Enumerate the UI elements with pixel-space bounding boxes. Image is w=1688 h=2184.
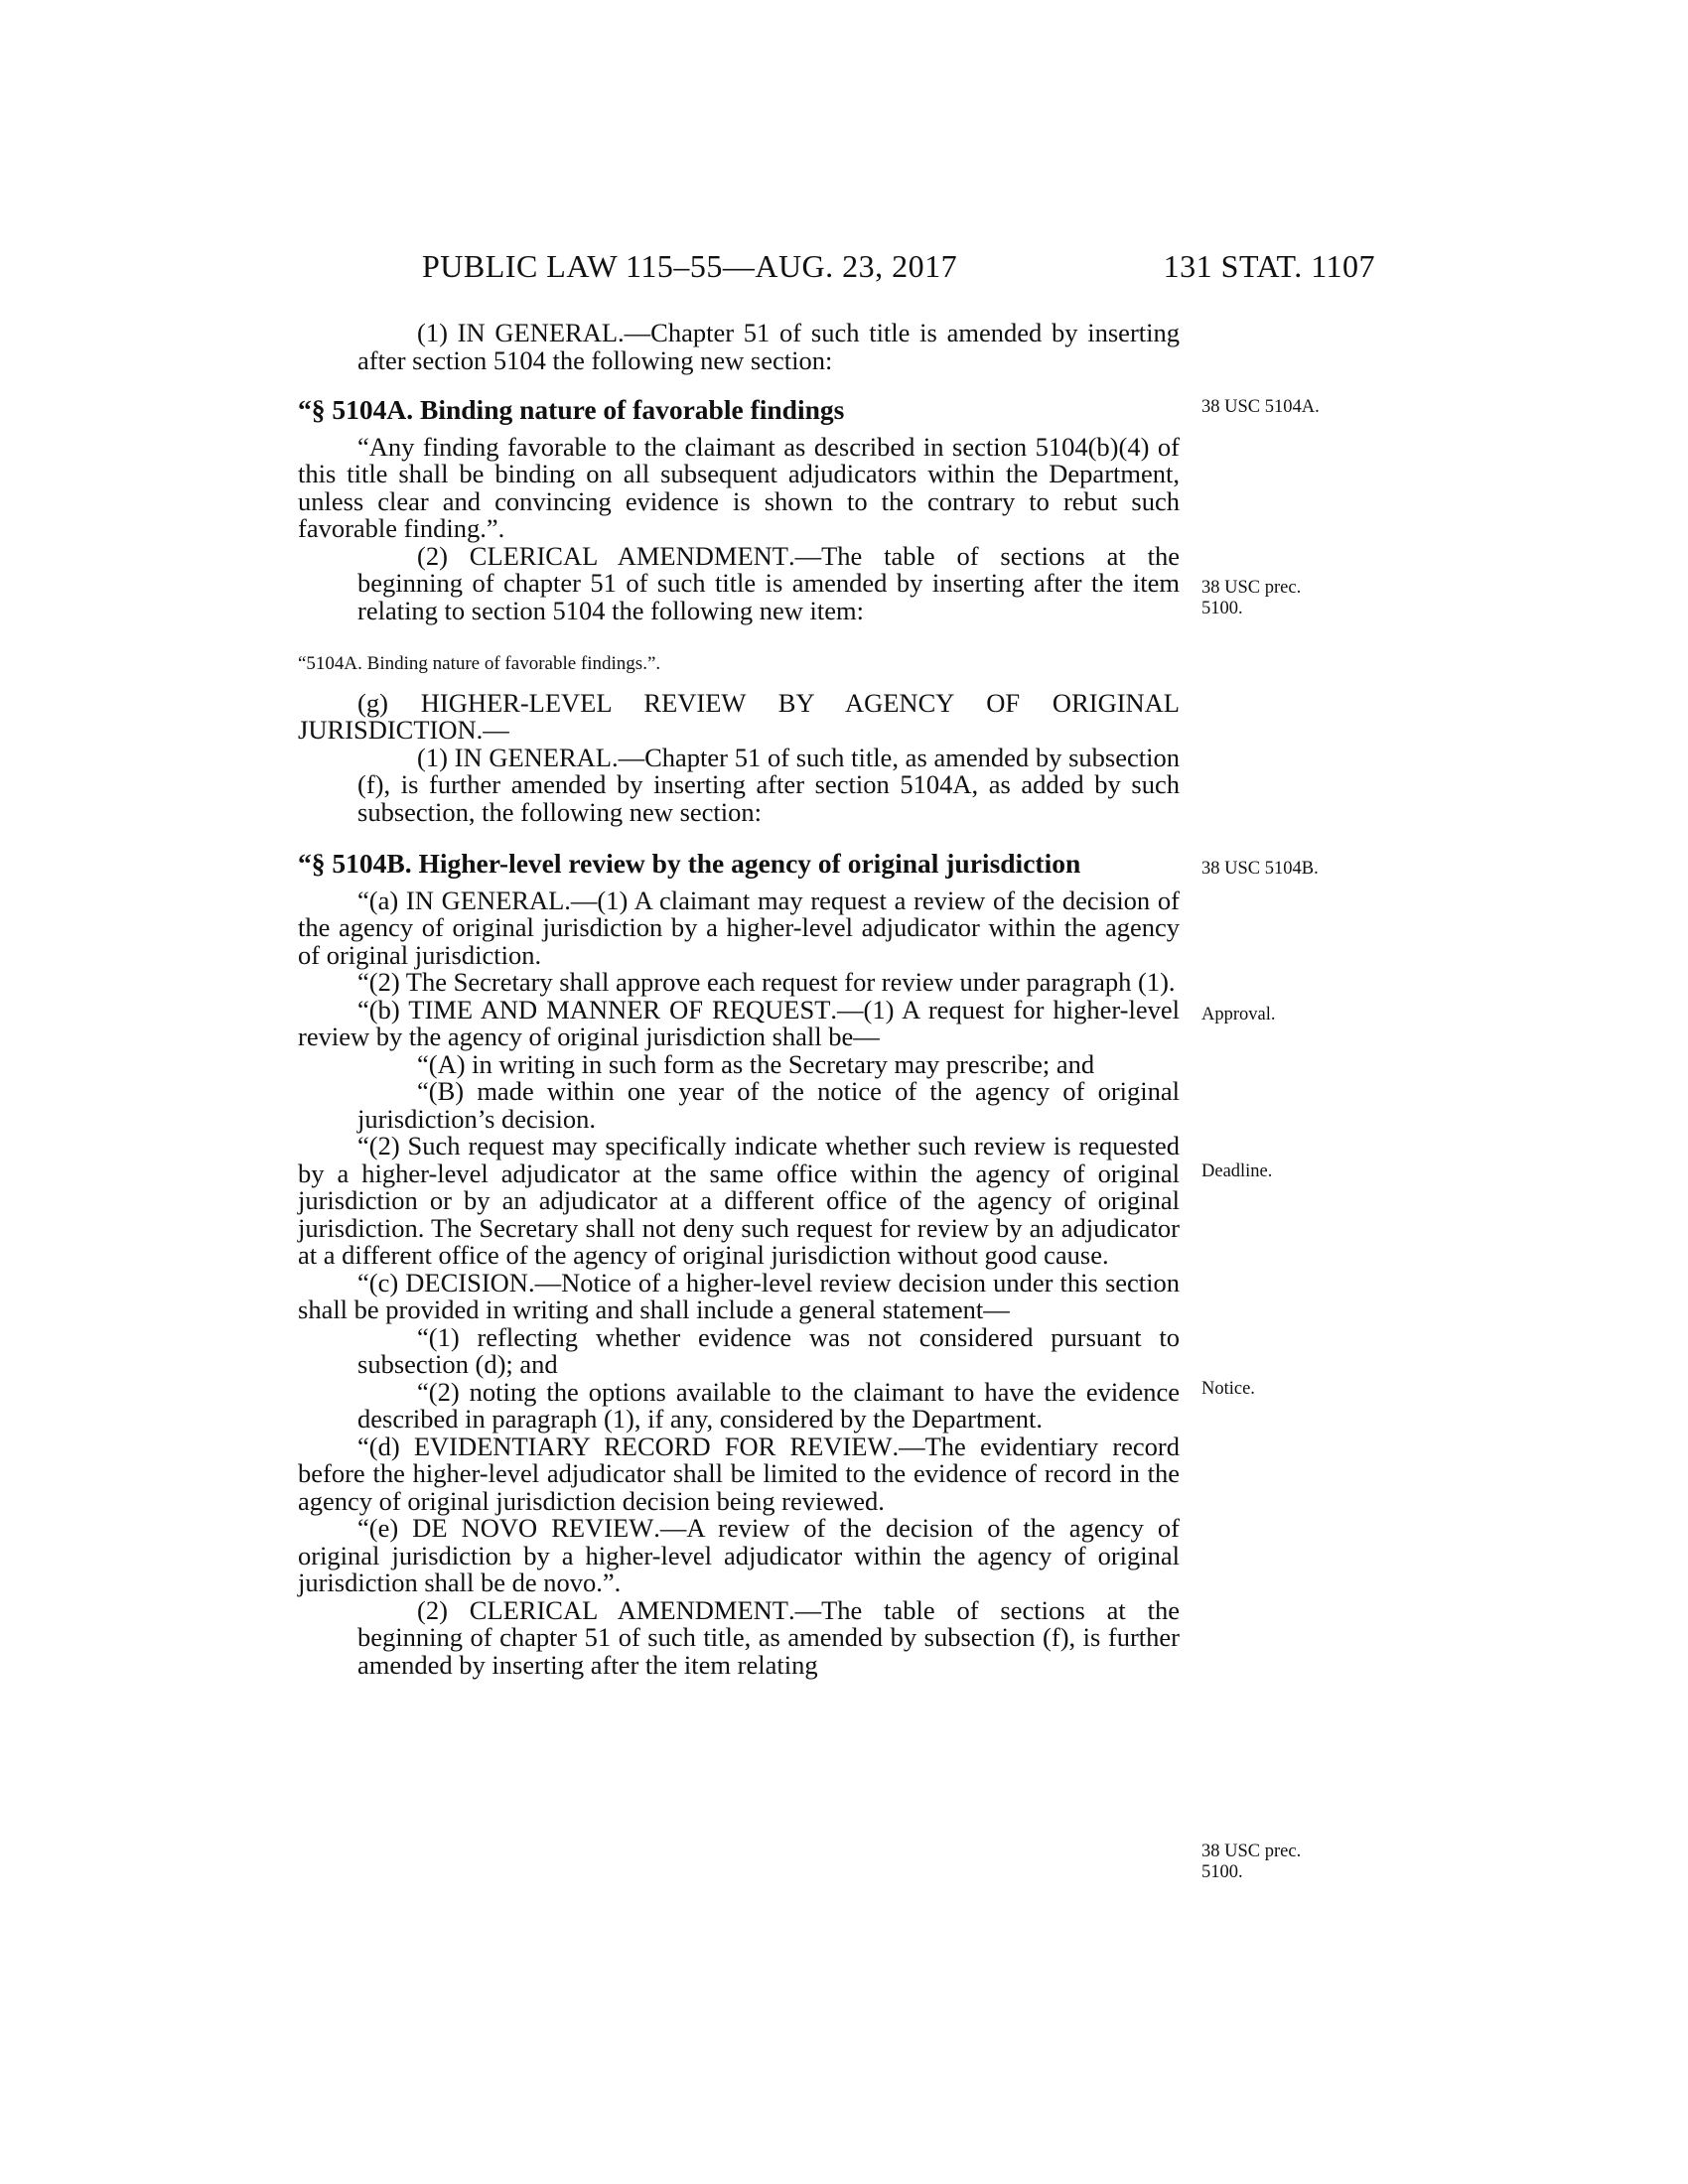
paragraph-in-general-1: (1) IN GENERAL.—Chapter 51 of such title is amended by inserting after section 5104 the following new section: <box>357 318 1180 375</box>
subsection-c-1: “(1) reflecting whether evidence was not considered pursuant to subsection (d); and <box>357 1321 1180 1379</box>
subsection-e: “(e) DE NOVO REVIEW.—A review of the decision of the agency of original jurisdiction by a higher-level adjudicator within the agency of original jurisdiction shall be de novo.”. <box>298 1513 1180 1597</box>
subsection-b: “(b) TIME AND MANNER OF REQUEST.—(1) A request for higher-level review by the agency of original jurisdiction shall be— <box>298 994 1180 1051</box>
subsection-b-2: “(2) Such request may specifically indicate whether such review is requested by a higher-level adjudicator at the same office within the agency of original jurisdiction or by an adjudicator at a different office of the agency of original jurisdiction. The Secretary shall not deny such request for review by an adjudicator at a different office of the agency of original jurisdiction without good cause. <box>298 1131 1180 1270</box>
margin-note-deadline: Deadline. <box>1201 1161 1273 1181</box>
subsection-c-2: “(2) noting the options available to the claimant to have the evidence described in paragraph (1), if any, considered by the Department. <box>357 1376 1180 1433</box>
subsection-b-A: “(A) in writing in such form as the Secretary may prescribe; and <box>417 1048 1095 1079</box>
document-body <box>298 320 1180 1679</box>
subsection-d: “(d) EVIDENTIARY RECORD FOR REVIEW.—The evidentiary record before the higher-level adjudicator shall be limited to the evidence of record in the agency of original jurisdiction decision being reviewed. <box>298 1431 1180 1516</box>
margin-note-38usc5104a: 38 USC 5104A. <box>1201 397 1320 417</box>
paragraph-clerical-amendment-1: (2) CLERICAL AMENDMENT.—The table of sections at the beginning of chapter 51 of such title is amended by inserting after the item relating to section 5104 the following new item: <box>357 540 1181 625</box>
section-heading-5104a: “§ 5104A. Binding nature of favorable findings <box>298 394 845 425</box>
subsection-b-B: “(B) made within one year of the notice of the agency of original jurisdiction’s decision. <box>357 1076 1180 1134</box>
margin-note-38usc-prec5100-2: 38 USC prec. 5100. <box>1201 1842 1302 1882</box>
header-citation: PUBLIC LAW 115–55—AUG. 23, 2017 <box>422 248 958 284</box>
margin-note-38usc5104b: 38 USC 5104B. <box>1201 859 1319 879</box>
subsection-a-2: “(2) The Secretary shall approve each request for review under paragraph (1). <box>357 967 1176 997</box>
header-stat-page: 131 STAT. 1107 <box>1163 248 1375 284</box>
margin-note-approval: Approval. <box>1201 1005 1276 1024</box>
section-heading-5104b: “§ 5104B. Higher-level review by the agency of original jurisdiction <box>298 848 1081 879</box>
subsection-g-heading: (g) HIGHER-LEVEL REVIEW BY AGENCY OF ORIGINAL JURISDICTION.— <box>298 687 1180 745</box>
subsection-a: “(a) IN GENERAL.—(1) A claimant may request a review of the decision of the agency of original jurisdiction by a higher-level adjudicator within the agency of original jurisdiction. <box>298 885 1180 970</box>
paragraph-binding-finding: “Any finding favorable to the claimant as described in section 5104(b)(4) of this title shall be binding on all subsequent adjudicators within the Department, unless clear and convincing evidence is shown to the contrary to rebut such favorable finding.”. <box>298 431 1180 543</box>
margin-notes <box>1201 0 1400 2184</box>
subsection-c: “(c) DECISION.—Notice of a higher-level review decision under this section shall be provided in writing and shall include a general statement— <box>298 1267 1181 1324</box>
margin-note-38usc-prec5100-1: 38 USC prec. 5100. <box>1201 578 1302 618</box>
margin-note-notice: Notice. <box>1201 1379 1255 1399</box>
toc-item-5104a: “5104A. Binding nature of favorable findings.”. <box>298 653 661 674</box>
paragraph-in-general-2: (1) IN GENERAL.—Chapter 51 of such title, as amended by subsection (f), is further amended by inserting after section 5104A, as added by such subsection, the following new section: <box>357 742 1180 827</box>
paragraph-clerical-amendment-2: (2) CLERICAL AMENDMENT.—The table of sections at the beginning of chapter 51 of such title, as amended by subsection (f), is further amended by inserting after the item relating <box>357 1594 1181 1680</box>
